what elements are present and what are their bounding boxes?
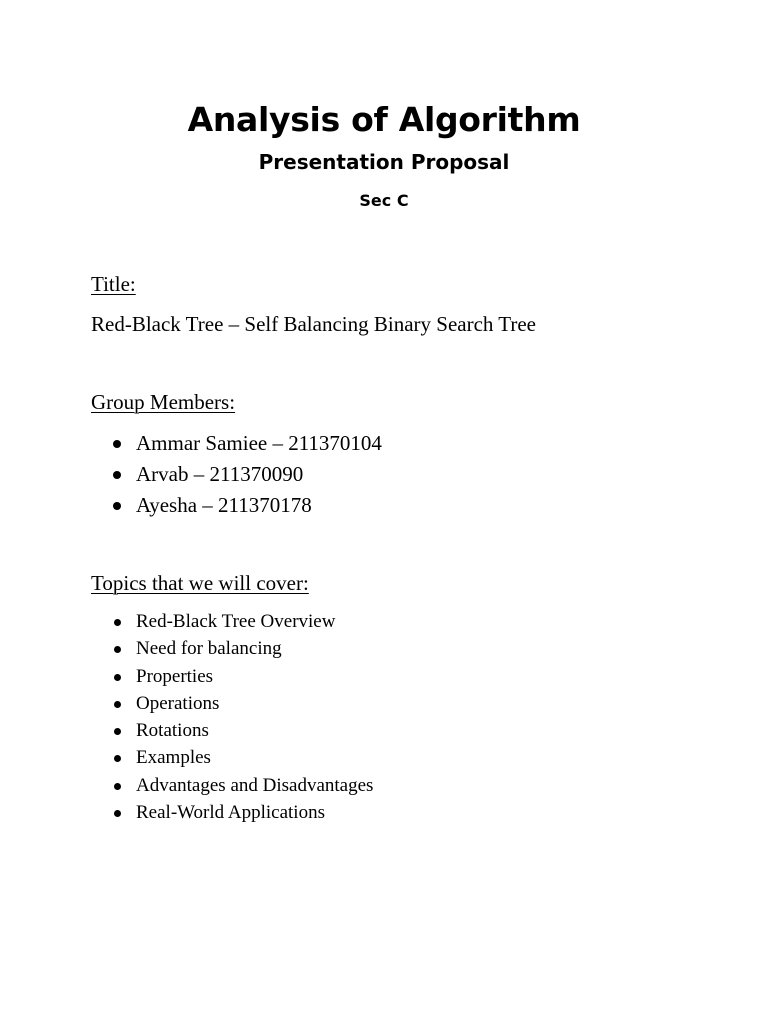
list-item: [0, 799, 373, 826]
title-heading: Title:: [91, 272, 136, 296]
document-subtitle: Presentation Proposal: [258, 150, 510, 174]
title-value: Red-Black Tree – Self Balancing Binary Search Tree: [91, 312, 536, 336]
bullet-icon: [114, 646, 121, 653]
member-entry: Ayesha – 211370178: [136, 493, 312, 517]
topic-entry: Rotations: [136, 720, 209, 742]
list-item: [0, 772, 373, 799]
topic-entry: Real-World Applications: [136, 802, 325, 824]
bullet-icon: [113, 471, 121, 479]
list-item: [0, 608, 373, 635]
bullet-icon: [113, 502, 121, 510]
document-title: Analysis of Algorithm: [187, 100, 581, 139]
bullet-icon: [114, 619, 121, 626]
member-entry: Ammar Samiee – 211370104: [136, 431, 382, 455]
topics-heading: Topics that we will cover:: [91, 571, 309, 595]
group-members-list: [0, 428, 382, 521]
bullet-icon: [114, 728, 121, 735]
topic-entry: Need for balancing: [136, 638, 282, 660]
topic-entry: Examples: [136, 747, 211, 769]
bullet-icon: [114, 783, 121, 790]
list-item: [0, 459, 382, 490]
topic-entry: Operations: [136, 692, 220, 714]
bullet-icon: [114, 674, 121, 681]
list-item: [0, 428, 382, 459]
list-item: [0, 663, 373, 690]
list-item: [0, 635, 373, 662]
bullet-icon: [114, 755, 121, 762]
section-label: Sec C: [359, 191, 409, 210]
topic-entry: Properties: [136, 665, 214, 687]
group-members-heading: Group Members:: [91, 390, 236, 414]
topic-entry: Red-Black Tree Overview: [136, 611, 336, 632]
bullet-icon: [114, 701, 121, 708]
list-item: [0, 744, 373, 771]
bullet-icon: [114, 810, 121, 817]
bullet-icon: [113, 440, 121, 448]
topics-list: [0, 608, 373, 826]
list-item: [0, 690, 373, 717]
topic-entry: Advantages and Disadvantages: [136, 774, 374, 796]
member-entry: Arvab – 211370090: [136, 462, 304, 486]
list-item: [0, 717, 373, 744]
list-item: [0, 490, 382, 521]
